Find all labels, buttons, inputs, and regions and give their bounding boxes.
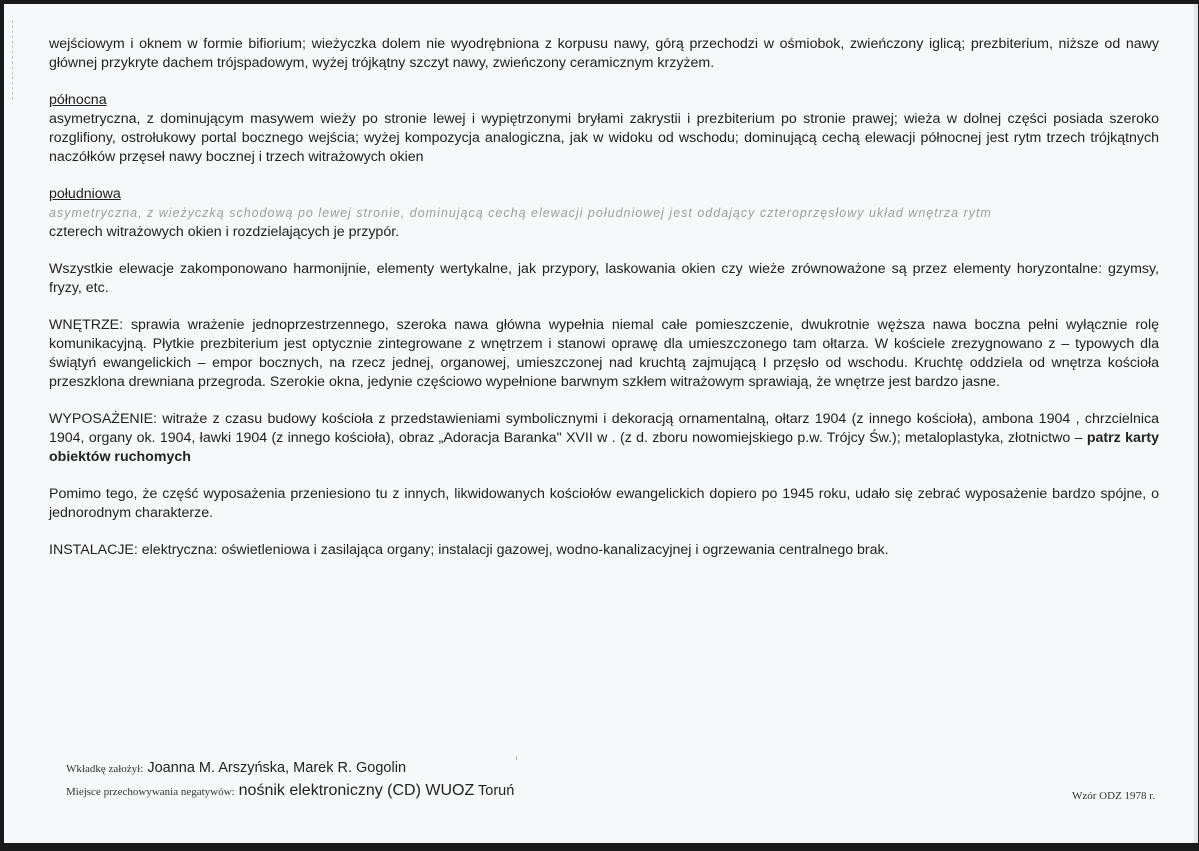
document-page bbox=[4, 4, 1198, 843]
form-signature: Wzór ODZ 1978 r. bbox=[1072, 790, 1156, 802]
furnishing-paragraph bbox=[49, 410, 1159, 467]
margin-mark bbox=[12, 20, 14, 100]
storage-label: Miejsce przechowywania negatywów: bbox=[66, 786, 235, 798]
elevations-summary: Wszystkie elewacje zakomponowano harmonijnie, elementy wertykalne, jak przypory, laskowania okien czy wieże zrównoważone są przez elementy horyzontalne: gzymsy, fryzy, etc. bbox=[49, 261, 1159, 296]
furnishing-reference: patrz karty obiektów ruchomych bbox=[49, 430, 1159, 465]
storage-value: nośnik elektroniczny (CD) WUOZ bbox=[238, 782, 475, 799]
prepared-by-label: Wkładkę założył: bbox=[66, 763, 144, 775]
prepared-by-row bbox=[66, 757, 514, 780]
south-elevation-heading: południowa bbox=[49, 186, 121, 202]
storage-row bbox=[66, 780, 514, 803]
north-elevation-heading: północna bbox=[49, 92, 107, 108]
north-elevation-text: asymetryczna, z dominującym masywem wieży po stronie lewej i wypiętrzonymi bryłami zakrystii i prezbiterium po stronie prawej; wieża w dolnej części posiada szeroko rozglifiony, ostrołukowy portal bocznego wejścia; wyżej kompozycja analogiczna, jak w widoku od wschodu; dominującą cechą elewacji północnej jest rytm trzech trójkątnych naczółków przęseł nawy bocznej i trzech witrażowych okien bbox=[49, 111, 1159, 165]
document-footer bbox=[66, 757, 514, 803]
storage-city: Toruń bbox=[478, 783, 515, 799]
furnishing-text: WYPOSAŻENIE: witraże z czasu budowy kościoła z przedstawieniami symbolicznymi i dekoracją ornamentalną, ołtarz 1904 (z innego kościoła), ambona 1904 , chrzcielnica 1904, organy ok. 1904, ławki 1904 (z innego kościoła), obraz „Adoracja Baranka" XVII w . (z d. zboru nowomiejskiego p.w. Trójcy Św.); metaloplastyka, złotnictwo – bbox=[49, 411, 1159, 446]
document-body bbox=[49, 35, 1159, 560]
installations-paragraph: INSTALACJE: elektryczna: oświetleniowa i zasilająca organy; instalacji gazowej, wodno-kanalizacyjnej i ogrzewania centralnego brak. bbox=[49, 542, 889, 558]
south-elevation-text: czterech witrażowych okien i rozdzielających je przypór. bbox=[49, 224, 400, 240]
scan-speck bbox=[516, 756, 517, 760]
interior-paragraph: WNĘTRZE: sprawia wrażenie jednoprzestrzennego, szeroka nawa główna wypełnia niemal całe pomieszczenie, dwukrotnie węższa nawa boczna pełni wyłącznie rolę komunikacyjną. Płytkie prezbiterium jest optycznie zintegrowane z wnętrzem i stanowi oprawę dla umieszczonego tam ołtarza. W kościele zrezygnowano z – typowych dla świątyń ewangelickich – empor bocznych, na rzecz jednej, organowej, umieszczonej nad kruchtą zajmującą I przęsło od wschodu. Kruchtę oddziela od wnętrza kościoła przeszklona drewniana przegroda. Szerokie okna, jedynie częściowo wypełnione barwnym szkłem witrażowym sprawiają, że wnętrze jest bardzo jasne. bbox=[49, 317, 1159, 390]
south-elevation-faded-text: asymetryczna, z wieżyczką schodową po lewej stronie, dominującą cechą elewacji południowej jest oddający czteroprzęsłowy układ wnętrza rytm bbox=[49, 206, 992, 220]
furnishing-origin-paragraph: Pomimo tego, że część wyposażenia przeniesiono tu z innych, likwidowanych kościołów ewangelickich dopiero po 1945 roku, udało się zebrać wyposażenie bardzo spójne, o jednorodnym charakterze. bbox=[49, 486, 1159, 521]
intro-paragraph: wejściowym i oknem w formie bifiorium; wieżyczka dolem nie wyodrębniona z korpusu nawy, górą przechodzi w ośmiobok, zwieńczony iglicą; prezbiterium, niższe od nawy głównej przykryte dachem trójspadowym, wyżej trójkątny szczyt nawy, zwieńczony ceramicznym krzyżem. bbox=[49, 36, 1159, 71]
prepared-by-value: Joanna M. Arszyńska, Marek R. Gogolin bbox=[147, 760, 407, 776]
